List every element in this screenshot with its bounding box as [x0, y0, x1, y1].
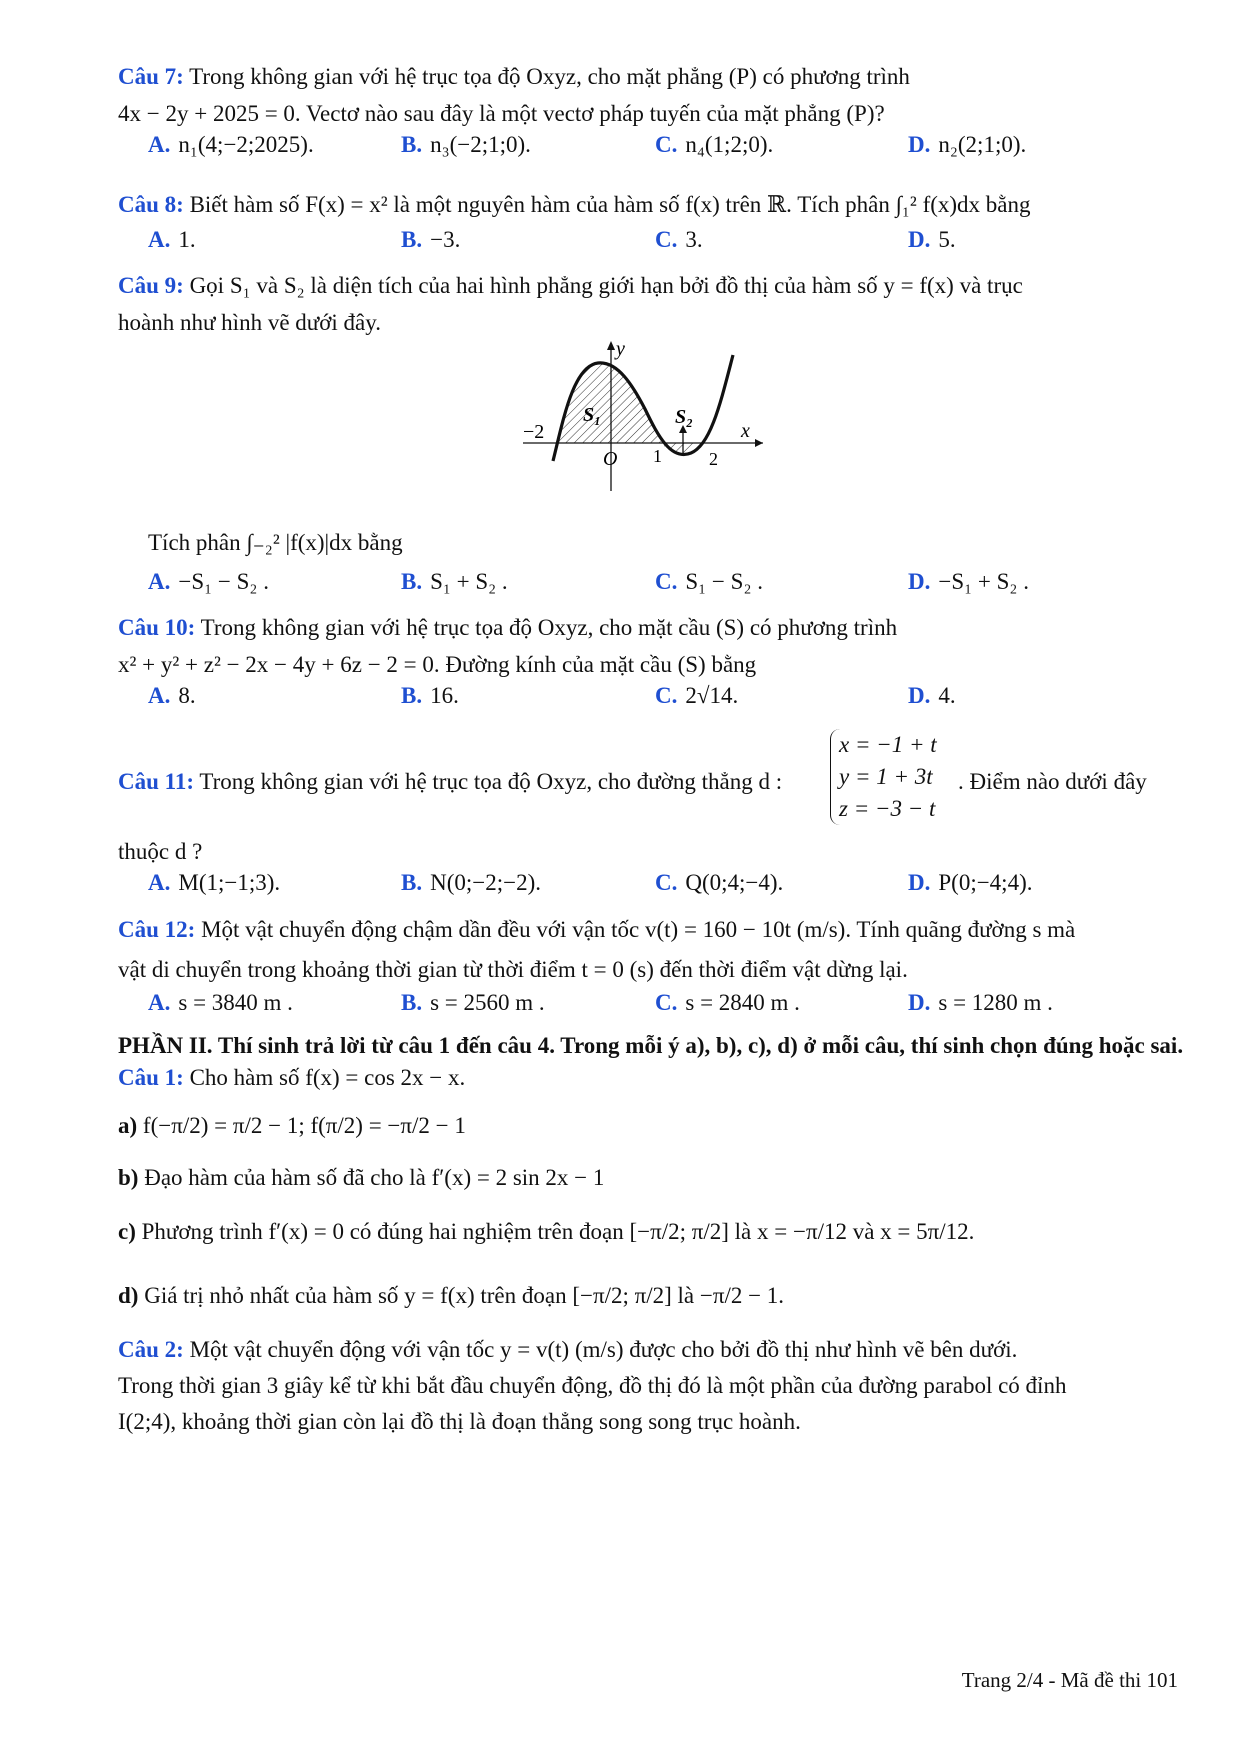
- option-c[interactable]: C. 2√14.: [655, 683, 739, 708]
- option-d[interactable]: D. 5.: [908, 227, 956, 252]
- page-footer: Trang 2/4 - Mã đề thi 101: [961, 1668, 1178, 1692]
- question-11: [118, 729, 1188, 829]
- option-c[interactable]: C. Q(0;4;−4).: [655, 870, 784, 895]
- question-11-cont: thuộc d ?: [118, 839, 203, 864]
- option-b[interactable]: B. n₃(−2;1;0).: [401, 132, 531, 157]
- origin-label: O: [603, 448, 618, 470]
- option-a[interactable]: A. −S₁ − S₂ .: [148, 569, 269, 594]
- statement-d[interactable]: d) Giá trị nhỏ nhất của hàm số y = f(x) trên đoạn [−π/2; π/2] là −π/2 − 1.: [118, 1283, 785, 1308]
- question-10: [118, 609, 1188, 683]
- question-label: Câu 10:: [118, 615, 196, 640]
- question-label: Câu 12:: [118, 917, 196, 942]
- option-a[interactable]: A. s = 3840 m .: [148, 990, 293, 1015]
- part2-question-1: [118, 1059, 1188, 1096]
- question-text: Trong không gian với hệ trục tọa độ Oxyz, cho mặt phẳng (P) có phương trình: [189, 64, 910, 89]
- s1-label: S₁: [583, 404, 602, 426]
- question-12: [118, 910, 1188, 990]
- question-text: . Điểm nào dưới đây: [958, 769, 1147, 794]
- question-text: hoành như hình vẽ dưới đây.: [118, 310, 382, 335]
- option-b[interactable]: B. 16.: [401, 683, 459, 708]
- question-8: [118, 186, 1188, 223]
- function-graph: [523, 341, 823, 501]
- question-text: Một vật chuyển động chậm dần đều với vận tốc v(t) = 160 − 10t (m/s). Tính quãng đường s mà: [201, 917, 1076, 942]
- s1-region: [558, 363, 661, 443]
- question-label: Câu 9:: [118, 273, 184, 298]
- exam-page: [118, 58, 1188, 1440]
- question-label: Câu 11:: [118, 769, 195, 794]
- y-label: y: [616, 341, 625, 360]
- option-d[interactable]: D. n₂(2;1;0).: [908, 132, 1027, 157]
- question-text: Trong không gian với hệ trục tọa độ Oxyz, cho mặt cầu (S) có phương trình: [200, 615, 898, 640]
- question-label: Câu 2:: [118, 1337, 184, 1362]
- option-c[interactable]: C. 3.: [655, 227, 703, 252]
- question-7: [118, 58, 1188, 132]
- equation-system: x = −1 + t y = 1 + 3t z = −3 − t: [830, 729, 937, 825]
- option-d[interactable]: D. P(0;−4;4).: [908, 870, 1033, 895]
- graph-figure: [118, 341, 1188, 509]
- tick-2: 2: [709, 449, 718, 469]
- option-d[interactable]: D. s = 1280 m .: [908, 990, 1053, 1015]
- option-a[interactable]: A. n₁(4;−2;2025).: [148, 132, 314, 157]
- question-text: Trong không gian với hệ trục tọa độ Oxyz, cho đường thẳng d :: [199, 769, 783, 794]
- tick-1: 1: [653, 446, 662, 466]
- question-text: Biết hàm số F(x) = x² là một nguyên hàm của hàm số f(x) trên ℝ. Tích phân ∫₁² f(x)dx bằng: [189, 192, 1031, 217]
- options-row: [118, 683, 1188, 723]
- options-row: [118, 227, 1188, 267]
- option-d[interactable]: D. −S₁ + S₂ .: [908, 569, 1029, 594]
- options-row: [118, 132, 1188, 172]
- question-text: x² + y² + z² − 2x − 4y + 6z − 2 = 0. Đường kính của mặt cầu (S) bằng: [118, 652, 757, 677]
- option-c[interactable]: C. s = 2840 m .: [655, 990, 800, 1015]
- question-text: I(2;4), khoảng thời gian còn lại đồ thị là đoạn thẳng song song trục hoành.: [118, 1409, 801, 1434]
- question-text: Trong thời gian 3 giây kể từ khi bắt đầu chuyển động, đồ thị đó là một phần của đường parabol có đỉnh: [118, 1373, 1067, 1398]
- question-9: [118, 267, 1188, 341]
- option-a[interactable]: A. 1.: [148, 227, 196, 252]
- question-text: Cho hàm số f(x) = cos 2x − x.: [189, 1065, 466, 1090]
- option-b[interactable]: B. −3.: [401, 227, 461, 252]
- tick-minus-2: −2: [523, 421, 545, 443]
- question-text: Gọi S₁ và S₂ là diện tích của hai hình phẳng giới hạn bởi đồ thị của hàm số y = f(x) và trục: [189, 273, 1023, 298]
- option-b[interactable]: B. S₁ + S₂ .: [401, 569, 508, 594]
- options-row: [118, 870, 1188, 910]
- s2-label: S₂: [675, 406, 694, 428]
- option-b[interactable]: B. N(0;−2;−2).: [401, 870, 541, 895]
- option-c[interactable]: C. S₁ − S₂ .: [655, 569, 763, 594]
- question-label: Câu 7:: [118, 64, 184, 89]
- question-label: Câu 8:: [118, 192, 184, 217]
- options-row: [118, 569, 1188, 609]
- statement-c[interactable]: c) Phương trình f′(x) = 0 có đúng hai nghiệm trên đoạn [−π/2; π/2] là x = −π/12 và x = 5π/12.: [118, 1219, 975, 1244]
- statement-b[interactable]: b) Đạo hàm của hàm số đã cho là f′(x) = 2 sin 2x − 1: [118, 1165, 605, 1190]
- question-text: Tích phân ∫₋₂² |f(x)|dx bằng: [148, 530, 403, 555]
- statement-a[interactable]: a) f(−π/2) = π/2 − 1; f(π/2) = −π/2 − 1: [118, 1113, 466, 1138]
- options-row: [118, 990, 1188, 1030]
- option-c[interactable]: C. n₄(1;2;0).: [655, 132, 774, 157]
- part-2-heading: PHẦN II. Thí sinh trả lời từ câu 1 đến câu 4. Trong mỗi ý a), b), c), d) ở mỗi câu, thí sinh chọn đúng hoặc sai.: [118, 1033, 1184, 1058]
- question-text: Một vật chuyển động với vận tốc y = v(t) (m/s) được cho bởi đồ thị như hình vẽ bên dưới.: [189, 1337, 1018, 1362]
- option-d[interactable]: D. 4.: [908, 683, 956, 708]
- part2-question-2: [118, 1332, 1188, 1440]
- option-b[interactable]: B. s = 2560 m .: [401, 990, 545, 1015]
- option-a[interactable]: A. M(1;−1;3).: [148, 870, 281, 895]
- x-label: x: [741, 420, 750, 442]
- question-label: Câu 1:: [118, 1065, 184, 1090]
- option-a[interactable]: A. 8.: [148, 683, 196, 708]
- question-9-integral: [118, 517, 1188, 569]
- question-text: 4x − 2y + 2025 = 0. Vectơ nào sau đây là một vectơ pháp tuyến của mặt phẳng (P)?: [118, 101, 885, 126]
- question-text: vật di chuyển trong khoảng thời gian từ thời điểm t = 0 (s) đến thời điểm vật dừng lại.: [118, 957, 908, 982]
